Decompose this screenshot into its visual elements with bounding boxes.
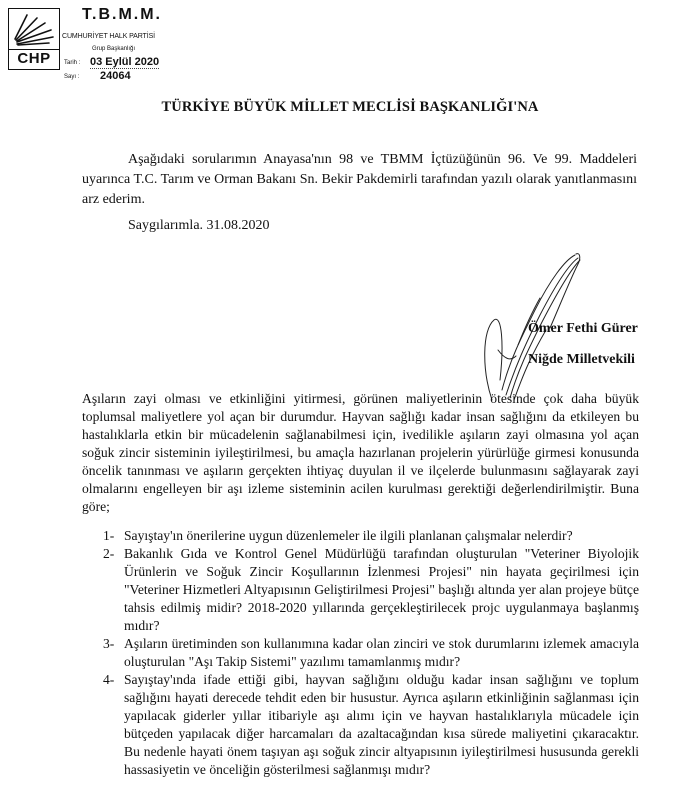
question-number: 3- bbox=[103, 636, 115, 651]
question-item bbox=[103, 527, 639, 545]
chp-logo bbox=[8, 8, 60, 70]
stamp-title: T.B.M.M. bbox=[82, 6, 162, 23]
document-heading: TÜRKİYE BÜYÜK MİLLET MECLİSİ BAŞKANLIĞI'NA bbox=[161, 99, 539, 115]
stamp-party-name: CUMHURİYET HALK PARTİSİ bbox=[62, 33, 155, 40]
stamp-date-label: Tarih : bbox=[64, 60, 81, 66]
question-item bbox=[103, 545, 639, 635]
stamp-date: 03 Eylül 2020 bbox=[90, 56, 160, 68]
regards-line: Saygılarımla. 31.08.2020 bbox=[128, 218, 270, 233]
question-number: 2- bbox=[103, 546, 115, 561]
question-text: Sayıştay'ın önerilerine uygun düzenlemeler ile ilgili planlanan çalışmalar nelerdir? bbox=[124, 528, 573, 543]
signatory-name: Ömer Fethi Gürer bbox=[528, 321, 638, 336]
question-number: 1- bbox=[103, 528, 115, 543]
stamp-number-label: Sayı : bbox=[64, 74, 80, 80]
question-item bbox=[103, 671, 639, 779]
six-arrows-icon bbox=[9, 9, 59, 50]
stamp-number: 24064 bbox=[100, 70, 131, 82]
logo-text: CHP bbox=[17, 50, 51, 67]
question-text: Bakanlık Gıda ve Kontrol Genel Müdürlüğü tarafından oluşturulan "Veteriner Biyolojik Ürünlerin ve Soğuk Zincir Koşullarının İzlenmesi Projesi" nin hayata geçirilmesi için "Veteriner Hizmetleri Altyapısının Geliştirilmesi Projesi" başlığı altında yer alan projeye bütçe tahsis edilmiş midir? 2018-2020 yıllarında gerçekleştirilecek projc uygulanmaya başlanmış mıdır? bbox=[124, 546, 639, 633]
intro-paragraph: Aşağıdaki sorularımın Anayasa'nın 98 ve TBMM İçtüzüğünün 96. Ve 99. Maddeleri uyarınca T.C. Tarım ve Orman Bakanı Sn. Bekir Pakdemirli tarafından yazılı olarak yanıtlanmasını arz ederim. bbox=[82, 152, 637, 207]
stamp-group: Grup Başkanlığı bbox=[92, 46, 136, 52]
question-list bbox=[103, 527, 639, 779]
question-number: 4- bbox=[103, 672, 115, 687]
question-text: Aşıların üretiminden son kullanımına kadar olan zinciri ve stok durumlarını izlemek amacıyla oluşturulan "Aşı Takip Sistemi" yazılımı tamamlanmış mıdır? bbox=[124, 636, 639, 669]
signatory-title: Niğde Milletvekili bbox=[528, 352, 635, 367]
question-text: Sayıştay'ında ifade ettiği gibi, hayvan sağlığını olduğu kadar insan sağlığını ve toplum sağlığını hayati derecede tehdit eden bir husustur. Ayrıca aşıların etkinliğinin sağlanması için yapılacak giderler yıllar itibariyle aşı alımı için ve hayvan hastalıklarıyla mücadele için bütçeden yapılacak diğer harcamaları da azaltacağından kısa sürede maliyetini çıkaracaktır. Bu nedenle hayati önem taşıyan aşı soğuk zincir altyapısının iyileştirilmesi hususunda gerekli hassasiyetin ve önceliğin gösterilmesi sağlanmışı mıdır? bbox=[124, 672, 639, 777]
question-item bbox=[103, 635, 639, 671]
body-paragraph: Aşıların zayi olması ve etkinliğini yitirmesi, görünen maliyetlerinin ötesinde çok daha büyük toplumsal maliyetlere yol açan bir durumdur. Hayvan sağlığı kadar insan sağlığını da etkileyen bu hastalıklarla etkin bir mücadelenin sağlanabilmesi için, ivedilikle aşıların zayi olmasına yol açan soğuk zincir sisteminin iyileştirilmesi, bu amaçla hazırlanan projelerin yürürlüğe girmesi konusunda öncelik tanınması ve aşıların gerçekten ihtiyaç duyulan il ve ilçelerde bulunmasını sağlayarak zayi olmalarını engelleyen bir aşı izleme sisteminin acilen kurulması gerektiği değerlendirilmiştir. Buna göre; bbox=[82, 391, 639, 514]
